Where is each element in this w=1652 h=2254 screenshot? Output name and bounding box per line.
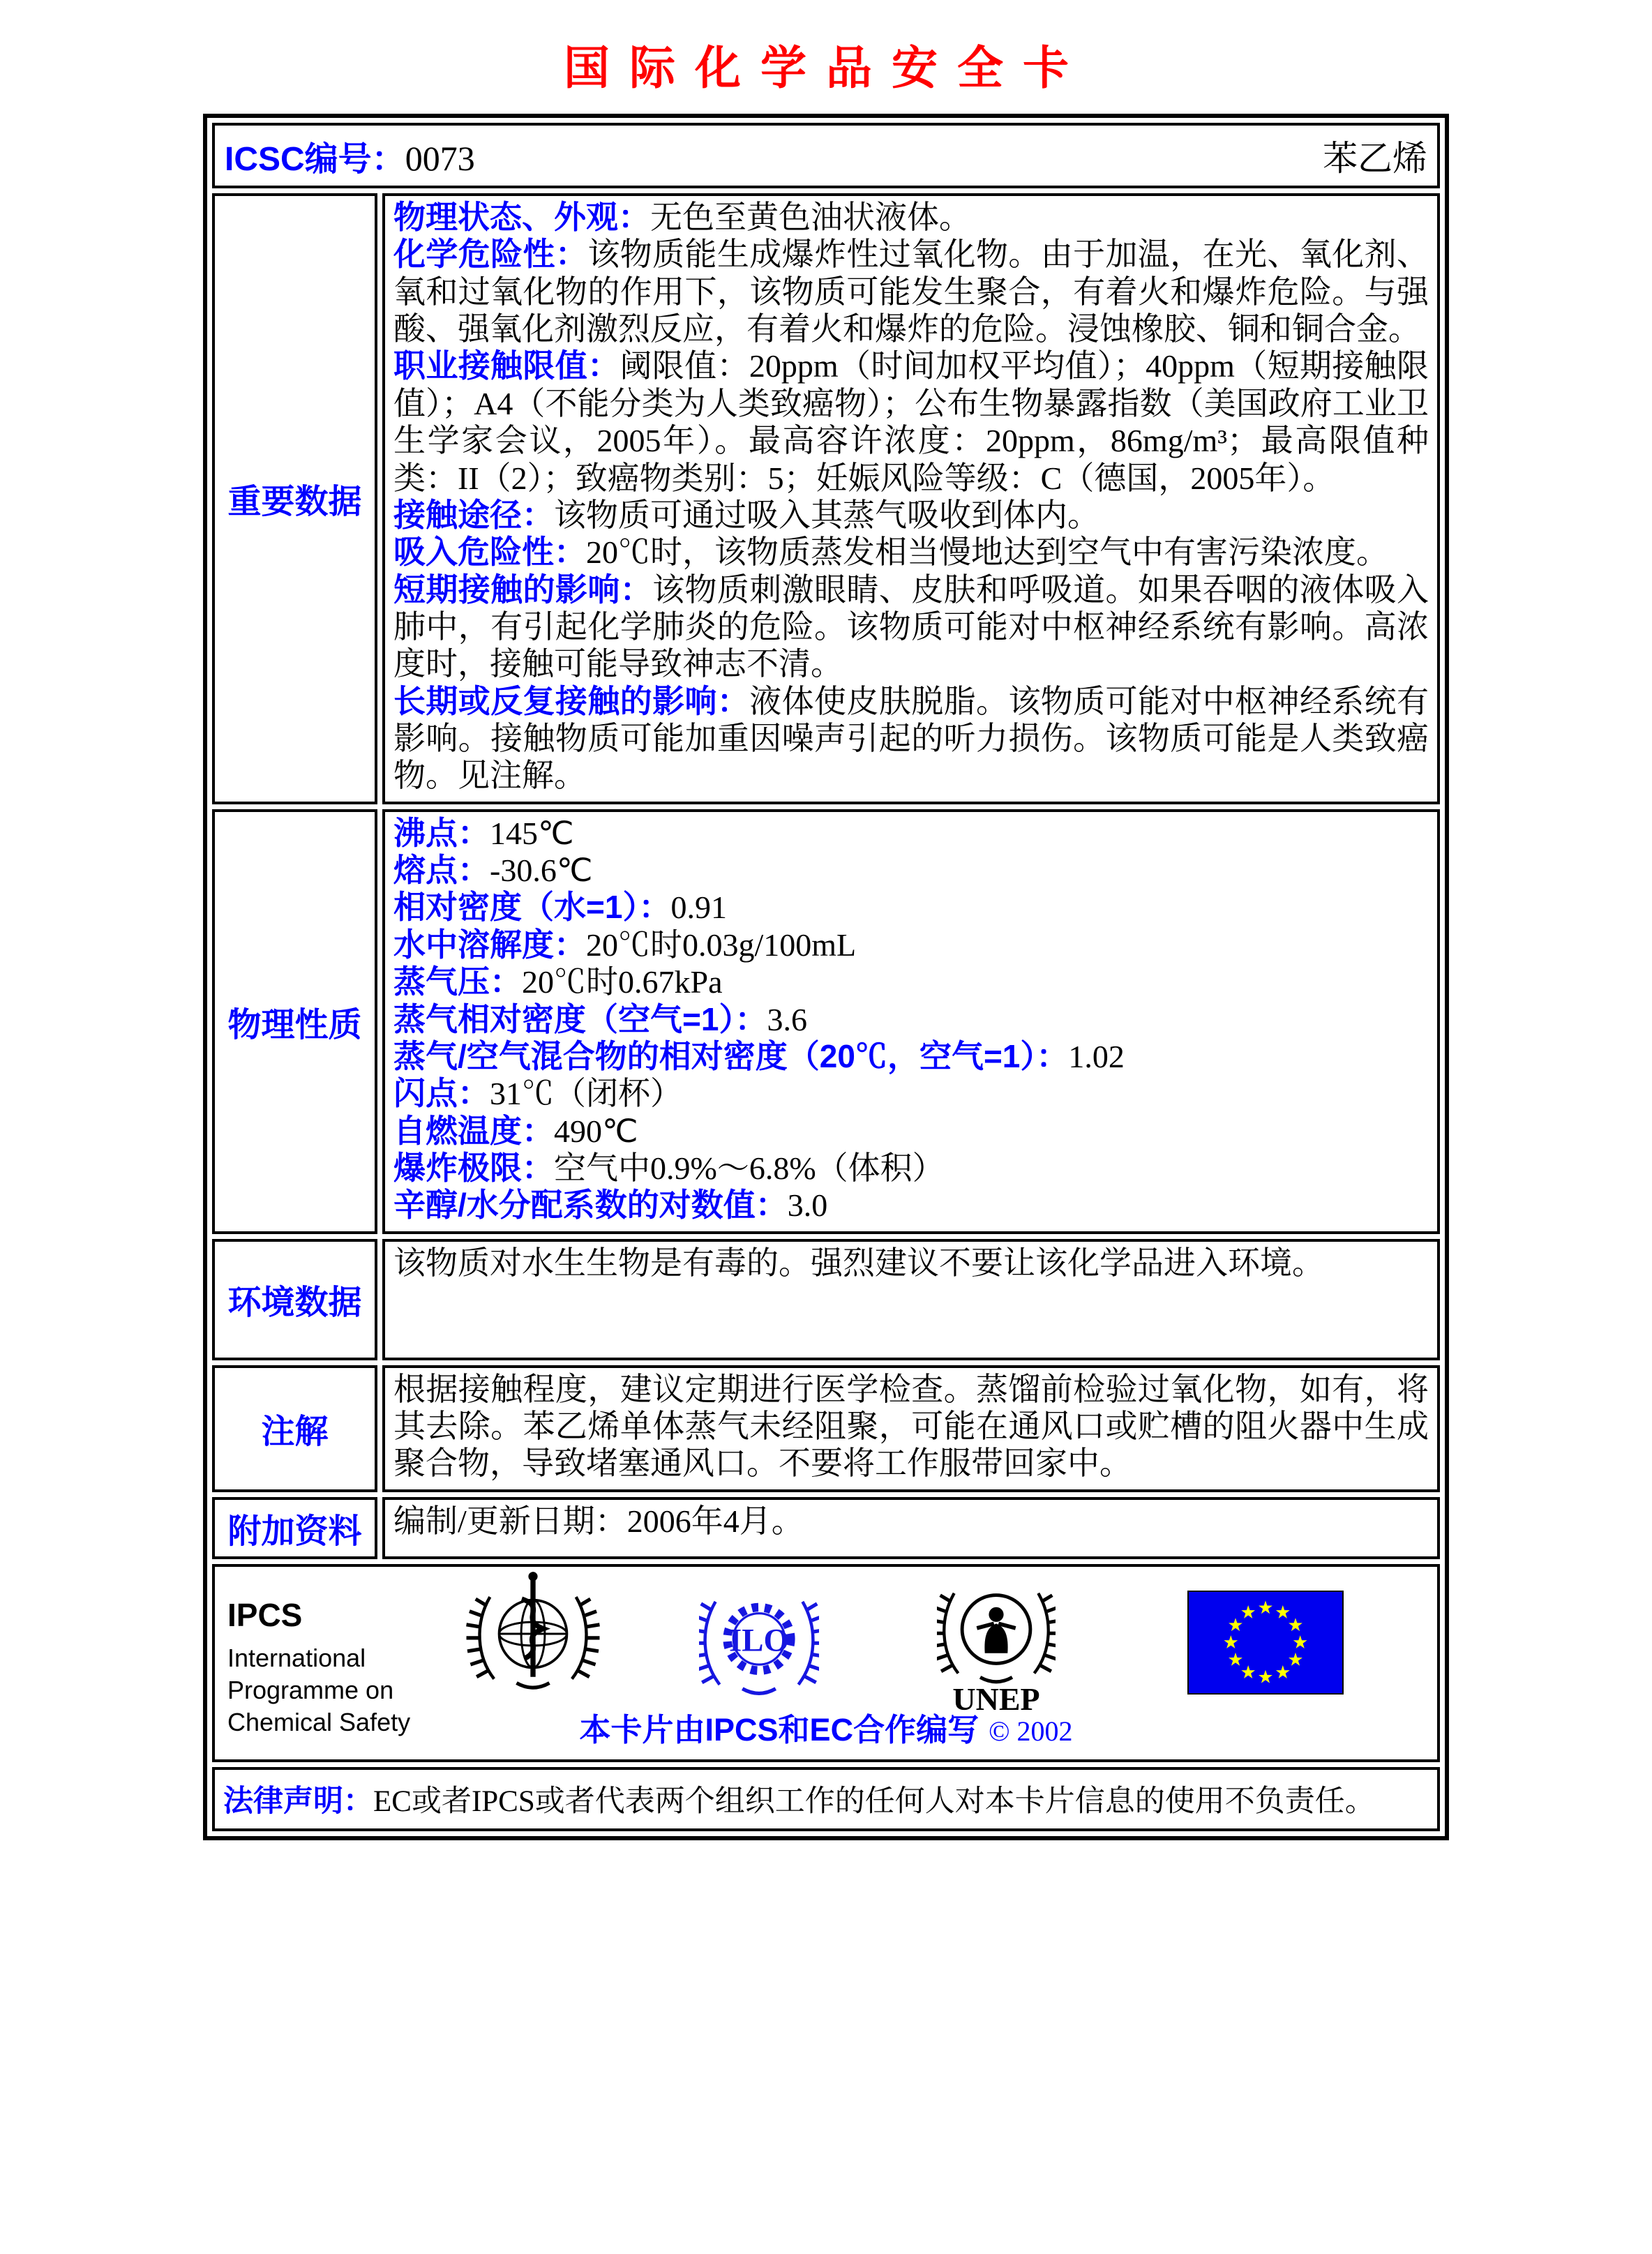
notes-text: 根据接触程度，建议定期进行医学检查。蒸馏前检验过氧化物，如有，将其去除。苯乙烯单体蒸气未经阻聚，可能在通风口或贮槽的阻火器中生成聚合物，导致堵塞通风口。不要将工作服带回家中。 (393, 1371, 1429, 1482)
icsc-header-cell (212, 123, 1440, 188)
property-item (393, 889, 1429, 926)
notes-row (212, 1365, 1440, 1492)
ilo-letters: ILO (729, 1622, 789, 1659)
property-value: 145℃ (490, 815, 574, 851)
footer-logos-row (212, 1564, 1440, 1762)
property-label: 爆炸极限： (393, 1149, 554, 1186)
additional-info-content (382, 1497, 1440, 1559)
legal-label: 法律声明： (223, 1785, 373, 1819)
ipcs-line: Programme on (227, 1675, 394, 1704)
property-item (393, 1038, 1429, 1075)
who-logo-icon (463, 1568, 603, 1699)
eu-flag-icon (1187, 1591, 1344, 1695)
data-item (393, 571, 1429, 683)
data-item-text: 阈限值：20ppm（时间加权平均值）；40ppm（短期接触限值）；A4（不能分类为人类致癌物）；公布生物暴露指数（美国政府工业卫生学家会议，2005年）。最高容许浓度：20ppm，86mg/m³；最高限值种类：II（2）；致癌物类别：5；妊娠风险等级：C（德国，2005年）。 (393, 348, 1429, 496)
icsc-number-label: ICSC编号： (225, 140, 405, 178)
data-item-label: 物理状态、外观： (393, 199, 650, 235)
property-label: 闪点： (393, 1075, 490, 1112)
property-value: 1.02 (1068, 1038, 1125, 1074)
property-item (393, 852, 1429, 889)
data-item-label: 接触途径： (393, 496, 554, 533)
data-item (393, 236, 1429, 347)
property-value: 0.91 (670, 889, 727, 926)
environmental-data-text: 该物质对水生生物是有毒的。强烈建议不要让该化学品进入环境。 (393, 1245, 1324, 1281)
property-value: 31℃（闭杯） (490, 1076, 682, 1112)
data-item-label: 职业接触限值： (393, 347, 620, 384)
important-data-row (212, 193, 1440, 804)
footer-logos-cell (212, 1564, 1440, 1762)
data-item-label: 吸入危险性： (393, 534, 586, 571)
ipcs-acronym: IPCS (227, 1596, 303, 1633)
property-value: -30.6℃ (490, 852, 593, 889)
page-title: 国际化学品安全卡 (564, 42, 1088, 93)
section-label-environmental-data: 环境数据 (212, 1239, 377, 1360)
section-label-additional-info: 附加资料 (212, 1497, 377, 1559)
property-value: 20℃时0.03g/100mL (586, 926, 857, 963)
property-item (393, 1001, 1429, 1038)
property-value: 空气中0.9%～6.8%（体积） (554, 1150, 945, 1186)
icsc-number-value: 0073 (405, 138, 475, 178)
property-value: 3.0 (787, 1187, 828, 1224)
data-item-text: 无色至黄色油状液体。 (650, 200, 971, 235)
data-item-label: 长期或反复接触的影响： (393, 682, 750, 719)
property-value: 20℃时0.67kPa (522, 964, 723, 1000)
data-item (393, 497, 1429, 534)
update-date-value: 2006年4月。 (626, 1503, 804, 1539)
property-item (393, 1150, 1429, 1187)
property-label: 自燃温度： (393, 1112, 554, 1149)
property-item (393, 963, 1429, 1000)
legal-cell (212, 1767, 1440, 1831)
environmental-data-row (212, 1239, 1440, 1360)
property-label: 蒸气压： (393, 963, 522, 1000)
data-item-label: 化学危险性： (393, 236, 588, 273)
legal-text: EC或者IPCS或者代表两个组织工作的任何人对本卡片信息的使用不负责任。 (373, 1785, 1375, 1819)
property-label: 辛醇/水分配系数的对数值： (393, 1187, 788, 1224)
ipcs-line: Chemical Safety (227, 1707, 411, 1736)
property-label: 蒸气/空气混合物的相对密度（20℃，空气=1）： (393, 1037, 1069, 1074)
property-value: 3.6 (767, 1001, 807, 1037)
property-item (393, 1187, 1429, 1224)
data-item-text: 20℃时，该物质蒸发相当慢地达到空气中有害污染浓度。 (586, 534, 1388, 571)
data-item (393, 347, 1429, 496)
section-label-notes: 注解 (212, 1365, 377, 1492)
notes-content (382, 1365, 1440, 1492)
additional-info-row (212, 1497, 1440, 1559)
property-item (393, 815, 1429, 852)
ipcs-line: International (227, 1643, 366, 1672)
footer-caption-text: 本卡片由IPCS和EC合作编写 (579, 1711, 979, 1748)
property-label: 相对密度（水=1）： (393, 889, 671, 926)
unep-wordmark: UNEP (952, 1681, 1040, 1717)
icsc-card-table (203, 114, 1449, 1840)
footer-copyright: © 2002 (989, 1715, 1073, 1747)
property-item (393, 926, 1429, 963)
property-item (393, 1075, 1429, 1112)
property-label: 熔点： (393, 852, 490, 889)
property-value: 490℃ (554, 1113, 638, 1149)
property-label: 水中溶解度： (393, 926, 586, 963)
header-row (212, 123, 1440, 188)
data-item-text: 液体使皮肤脱脂。该物质可能对中枢神经系统有影响。接触物质可能加重因噪声引起的听力损伤。该物质可能是人类致癌物。见注解。 (393, 683, 1429, 794)
property-item (393, 1113, 1429, 1150)
chemical-name: 苯乙烯 (1323, 139, 1427, 178)
environmental-data-content (382, 1239, 1440, 1360)
data-item-label: 短期接触的影响： (393, 571, 653, 608)
physical-properties-row (212, 809, 1440, 1234)
data-item (393, 534, 1429, 571)
physical-properties-content (382, 809, 1440, 1234)
footer-caption (215, 1704, 1437, 1750)
section-label-important-data: 重要数据 (212, 193, 377, 804)
data-item-text: 该物质可通过吸入其蒸气吸收到体内。 (554, 497, 1099, 533)
section-label-physical-properties: 物理性质 (212, 809, 377, 1234)
data-item-text: 该物质刺激眼睛、皮肤和呼吸道。如果吞咽的液体吸入肺中，有引起化学肺炎的危险。该物质可能对中枢神经系统有影响。高浓度时，接触可能导致神志不清。 (393, 571, 1429, 682)
data-item-text: 该物质能生成爆炸性过氧化物。由于加温，在光、氧化剂、氧和过氧化物的作用下，该物质可能发生聚合，有着火和爆炸危险。与强酸、强氧化剂激烈反应，有着火和爆炸的危险。浸蚀橡胶、铜和铜合金。 (393, 236, 1429, 347)
important-data-content (382, 193, 1440, 804)
unep-logo-icon (937, 1572, 1056, 1718)
data-item (393, 683, 1429, 795)
legal-row (212, 1767, 1440, 1831)
icsc-card-page (0, 31, 1652, 1840)
data-item (393, 199, 1429, 236)
icsc-number (225, 132, 475, 180)
update-date-label: 编制/更新日期： (393, 1503, 627, 1539)
ilo-logo-icon (699, 1582, 819, 1700)
property-label: 蒸气相对密度（空气=1）： (393, 1000, 767, 1037)
property-label: 沸点： (393, 814, 490, 851)
